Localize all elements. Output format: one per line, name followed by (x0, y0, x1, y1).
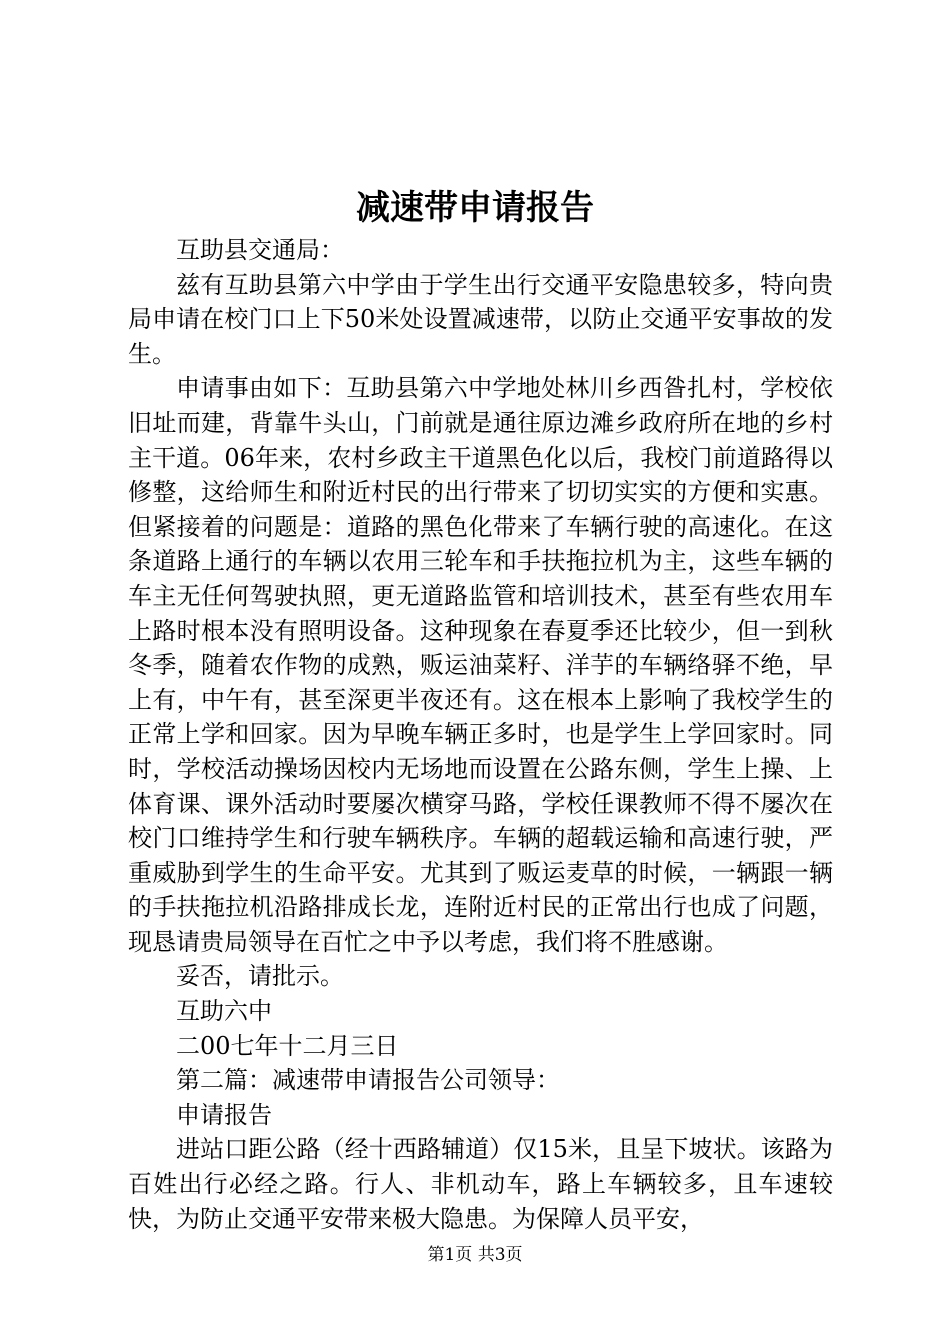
paragraph-second-part: 进站口距公路（经十西路辅道）仅15米，且呈下坡状。该路为百姓出行必经之路。行人、非机动车，路上车辆较多，且车速较快，为防止交通平安带来极大隐患。为保障人员平安， (128, 1135, 833, 1233)
document-title: 减速带申请报告 (356, 188, 594, 228)
document-body (128, 233, 833, 1236)
signature: 互助六中 (176, 997, 272, 1026)
second-part-subtitle: 申请报告 (176, 1100, 272, 1129)
paragraph-reasons: 申请事由如下：互助县第六中学地处林川乡西昝扎村，学校依旧址而建，背靠牛头山，门前就是通往原边滩乡政府所在地的乡村主干道。06年来，农村乡政主干道黑色化以后，我校门前道路得以修整，这给师生和附近村民的出行带来了切切实实的方便和实惠。但紧接着的问题是：道路的黑色化带来了车辆行驶的高速化。在这条道路上通行的车辆以农用三轮车和手扶拖拉机为主，这些车辆的车主无任何驾驶执照，更无道路监管和培训技术，甚至有些农用车上路时根本没有照明设备。这种现象在春夏季还比较少，但一到秋冬季，随着农作物的成熟，贩运油菜籽、洋芋的车辆络驿不绝，早上有，中午有，甚至深更半夜还有。这在根本上影响了我校学生的正常上学和回家。因为早晚车辆正多时，也是学生上学回家时。同时，学校活动操场因校内无场地而设置在公路东侧，学生上操、上体育课、课外活动时要屡次横穿马路，学校任课教师不得不屡次在校门口维持学生和行驶车辆秩序。车辆的超载运输和高速行驶，严重威胁到学生的生命平安。尤其到了贩运麦草的时候，一辆跟一辆的手扶拖拉机沿路排成长龙，连附近村民的正常出行也成了问题，现恳请贵局领导在百忙之中予以考虑，我们将不胜感谢。 (128, 374, 833, 956)
page-footer: 第1页 共3页 (427, 1245, 523, 1265)
paragraph-request: 兹有互助县第六中学由于学生出行交通平安隐患较多，特向贵局申请在校门口上下50米处设置减速带，以防止交通平安事故的发生。 (128, 270, 833, 368)
second-part-heading: 第二篇：减速带申请报告公司领导： (176, 1066, 560, 1095)
closing-line: 妥否，请批示。 (176, 962, 344, 991)
salutation: 互助县交通局： (176, 236, 344, 264)
date-line: 二00七年十二月三日 (176, 1031, 399, 1060)
